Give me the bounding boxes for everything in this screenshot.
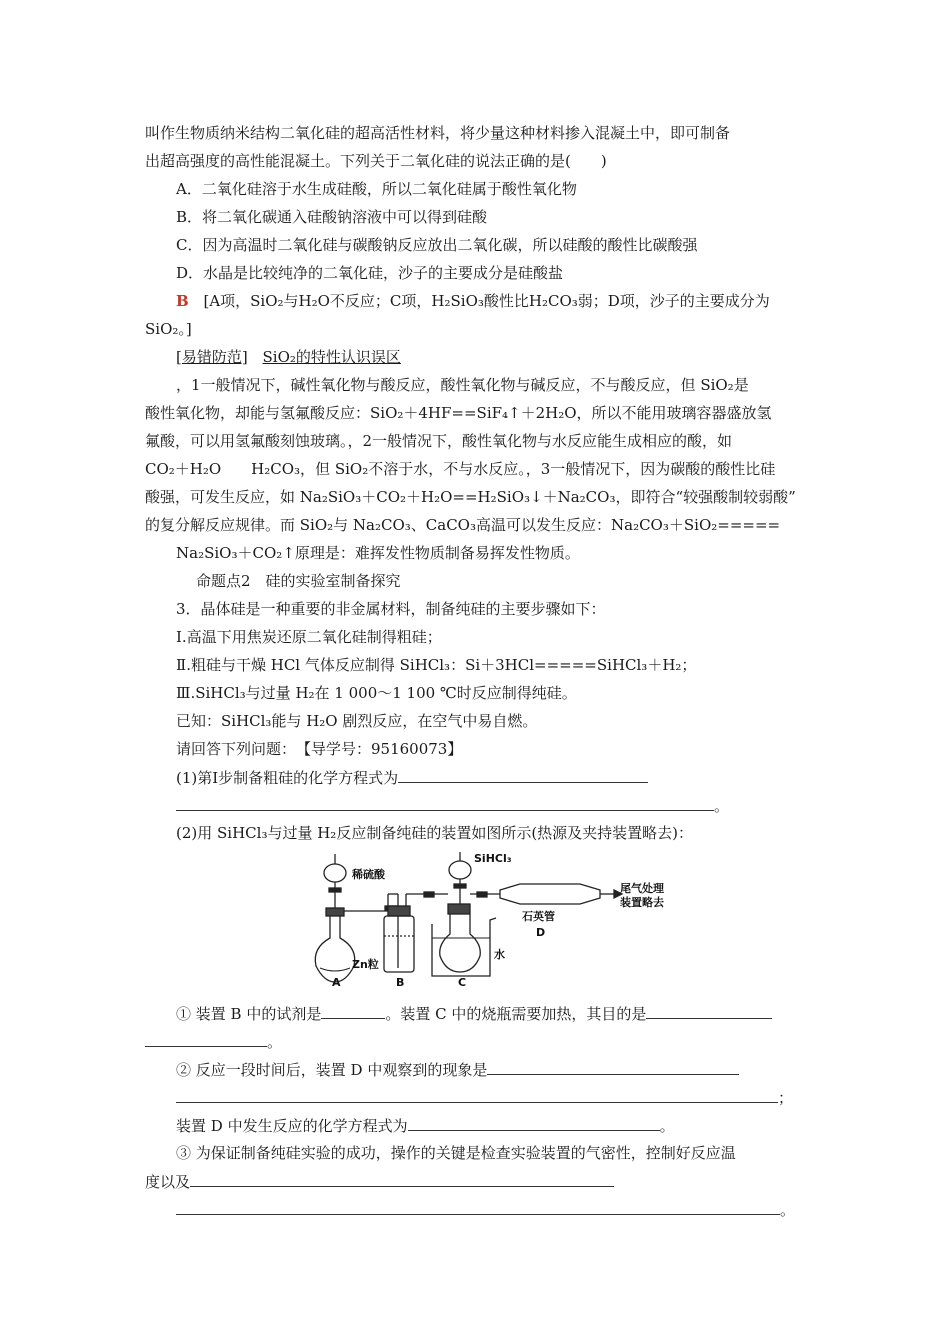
warning-line: 酸强，可发生反应，如 Na₂SiO₃＋CO₂＋H₂O==H₂SiO₃↓＋Na₂CO₃，即符合“较强酸制较弱酸” bbox=[145, 488, 796, 506]
q3-a-line2 bbox=[145, 1031, 282, 1052]
q3-sub1-cont bbox=[176, 795, 729, 816]
period: 。 bbox=[659, 1117, 675, 1135]
answer-blank[interactable] bbox=[190, 1171, 614, 1187]
label-tail2: 装置略去 bbox=[620, 896, 664, 909]
warning-heading bbox=[176, 347, 401, 367]
label-c: C bbox=[458, 976, 467, 989]
q3-a-mid: 。装置 C 中的烧瓶需要加热，其目的是 bbox=[385, 1005, 647, 1023]
answer-blank[interactable] bbox=[176, 1087, 778, 1103]
warning-line: 氟酸，可以用氢氟酸刻蚀玻璃。，2一般情况下，酸性氧化物与水反应能生成相应的酸，如 bbox=[145, 432, 733, 450]
warning-title: SiO₂的特性认识误区 bbox=[262, 348, 401, 366]
q3-a-line1 bbox=[176, 1003, 772, 1024]
period: 。 bbox=[714, 797, 730, 815]
period: 。 bbox=[780, 1201, 796, 1219]
q3-c-line1: ③ 为保证制备纯硅实验的成功，操作的关键是检查实验装置的气密性，控制好反应温 bbox=[176, 1144, 736, 1162]
q3-b-text: ② 反应一段时间后，装置 D 中观察到的现象是 bbox=[176, 1061, 488, 1079]
q2-option-d: D．水晶是比较纯净的二氧化硅，沙子的主要成分是硅酸盐 bbox=[176, 264, 564, 282]
answer-blank[interactable] bbox=[176, 795, 714, 811]
q3-c-line2 bbox=[145, 1171, 614, 1192]
q3-step-1: Ⅰ.高温下用焦炭还原二氧化硅制得粗硅； bbox=[176, 628, 442, 646]
warning-line: 酸性氧化物，却能与氢氟酸反应：SiO₂＋4HF==SiF₄↑＋2H₂O，所以不能用玻璃容器盛放氢 bbox=[145, 404, 772, 422]
answer-blank[interactable] bbox=[145, 1031, 267, 1047]
answer-blank[interactable] bbox=[408, 1115, 660, 1131]
q3-stem: 3．晶体硅是一种重要的非金属材料，制备纯硅的主要步骤如下： bbox=[176, 600, 606, 618]
warning-tag: [易错防范] bbox=[176, 348, 248, 366]
apparatus-diagram bbox=[300, 848, 680, 990]
q3-b-line2 bbox=[176, 1087, 793, 1108]
label-zn: Zn粒 bbox=[352, 958, 379, 971]
q3-known: 已知：SiHCl₃能与 H₂O 剧烈反应，在空气中易自燃。 bbox=[176, 712, 538, 730]
topic-heading: 命题点2 硅的实验室制备探究 bbox=[196, 572, 401, 590]
answer-blank[interactable] bbox=[321, 1003, 385, 1019]
answer-blank[interactable] bbox=[176, 1199, 780, 1215]
q2-option-b: B．将二氧化碳通入硅酸钠溶液中可以得到硅酸 bbox=[176, 208, 488, 226]
period: 。 bbox=[267, 1033, 283, 1051]
q3-a-text: ① 装置 B 中的试剂是 bbox=[176, 1005, 322, 1023]
warning-line: 的复分解反应规律。而 SiO₂与 Na₂CO₃、CaCO₃高温可以发生反应：Na₂CO₃＋SiO₂===== bbox=[145, 516, 781, 534]
label-acid: 稀硫酸 bbox=[352, 868, 385, 881]
label-quartz: 石英管 bbox=[522, 910, 555, 923]
q3-sub2: (2)用 SiHCl₃与过量 H₂反应制备纯硅的装置如图所示(热源及夹持装置略去)： bbox=[176, 824, 694, 842]
q3-prompt: 请回答下列问题： 【导学号：95160073】 bbox=[176, 740, 463, 758]
semicolon: ； bbox=[778, 1089, 794, 1107]
q3-step-2: Ⅱ.粗硅与干燥 HCl 气体反应制得 SiHCl₃：Si＋3HCl=====SiHCl₃＋H₂； bbox=[176, 656, 697, 674]
label-a: A bbox=[332, 976, 341, 989]
answer-blank[interactable] bbox=[487, 1059, 739, 1075]
q3-b-line1 bbox=[176, 1059, 739, 1080]
label-water: 水 bbox=[494, 948, 505, 961]
answer-letter: B bbox=[176, 292, 189, 310]
q2-answer-line1 bbox=[176, 291, 770, 311]
answer-explanation: [A项，SiO₂与H₂O不反应；C项，H₂SiO₃酸性比H₂CO₃弱；D项，沙子的主要成分为 bbox=[203, 292, 770, 310]
q2-stem-line1: 叫作生物质纳米结构二氧化硅的超高活性材料，将少量这种材料掺入混凝土中，即可制备 bbox=[145, 124, 731, 142]
q2-answer-line2: SiO₂。] bbox=[145, 320, 192, 338]
apparatus-c bbox=[432, 852, 500, 976]
q2-option-a: A．二氧化硅溶于水生成硅酸，所以二氧化硅属于酸性氧化物 bbox=[176, 180, 577, 198]
q2-stem-line2: 出超高强度的高性能混凝土。下列关于二氧化硅的说法正确的是( ) bbox=[145, 152, 607, 170]
quartz-tube-d bbox=[500, 884, 622, 904]
q3-b2-text: 装置 D 中发生反应的化学方程式为 bbox=[176, 1117, 408, 1135]
q3-c-text: 度以及 bbox=[145, 1173, 191, 1191]
warning-line: ，1一般情况下，碱性氧化物与酸反应，酸性氧化物与碱反应，不与酸反应，但 SiO₂是 bbox=[176, 376, 749, 394]
warning-line: CO₂＋H₂O H₂CO₃，但 SiO₂不溶于水，不与水反应。，3一般情况下，因为碳酸的酸性比硅 bbox=[145, 460, 776, 478]
answer-blank[interactable] bbox=[646, 1003, 772, 1019]
q3-b-line3 bbox=[176, 1115, 675, 1136]
q3-c-line3 bbox=[176, 1199, 795, 1220]
label-d: D bbox=[536, 926, 546, 939]
label-b: B bbox=[396, 976, 405, 989]
answer-blank[interactable] bbox=[398, 767, 648, 783]
q2-option-c: C．因为高温时二氧化硅与碳酸钠反应放出二氧化碳，所以硅酸的酸性比碳酸强 bbox=[176, 236, 698, 254]
label-tail: 尾气处理 bbox=[620, 882, 664, 895]
warning-line: Na₂SiO₃＋CO₂↑原理是：难挥发性物质制备易挥发性物质。 bbox=[176, 544, 580, 562]
q3-step-3: Ⅲ.SiHCl₃与过量 H₂在 1 000～1 100 ℃时反应制得纯硅。 bbox=[176, 684, 577, 702]
q3-sub1 bbox=[176, 767, 648, 788]
q3-sub1-text: (1)第Ⅰ步制备粗硅的化学方程式为 bbox=[176, 769, 399, 787]
label-sihcl3: SiHCl₃ bbox=[474, 852, 512, 865]
